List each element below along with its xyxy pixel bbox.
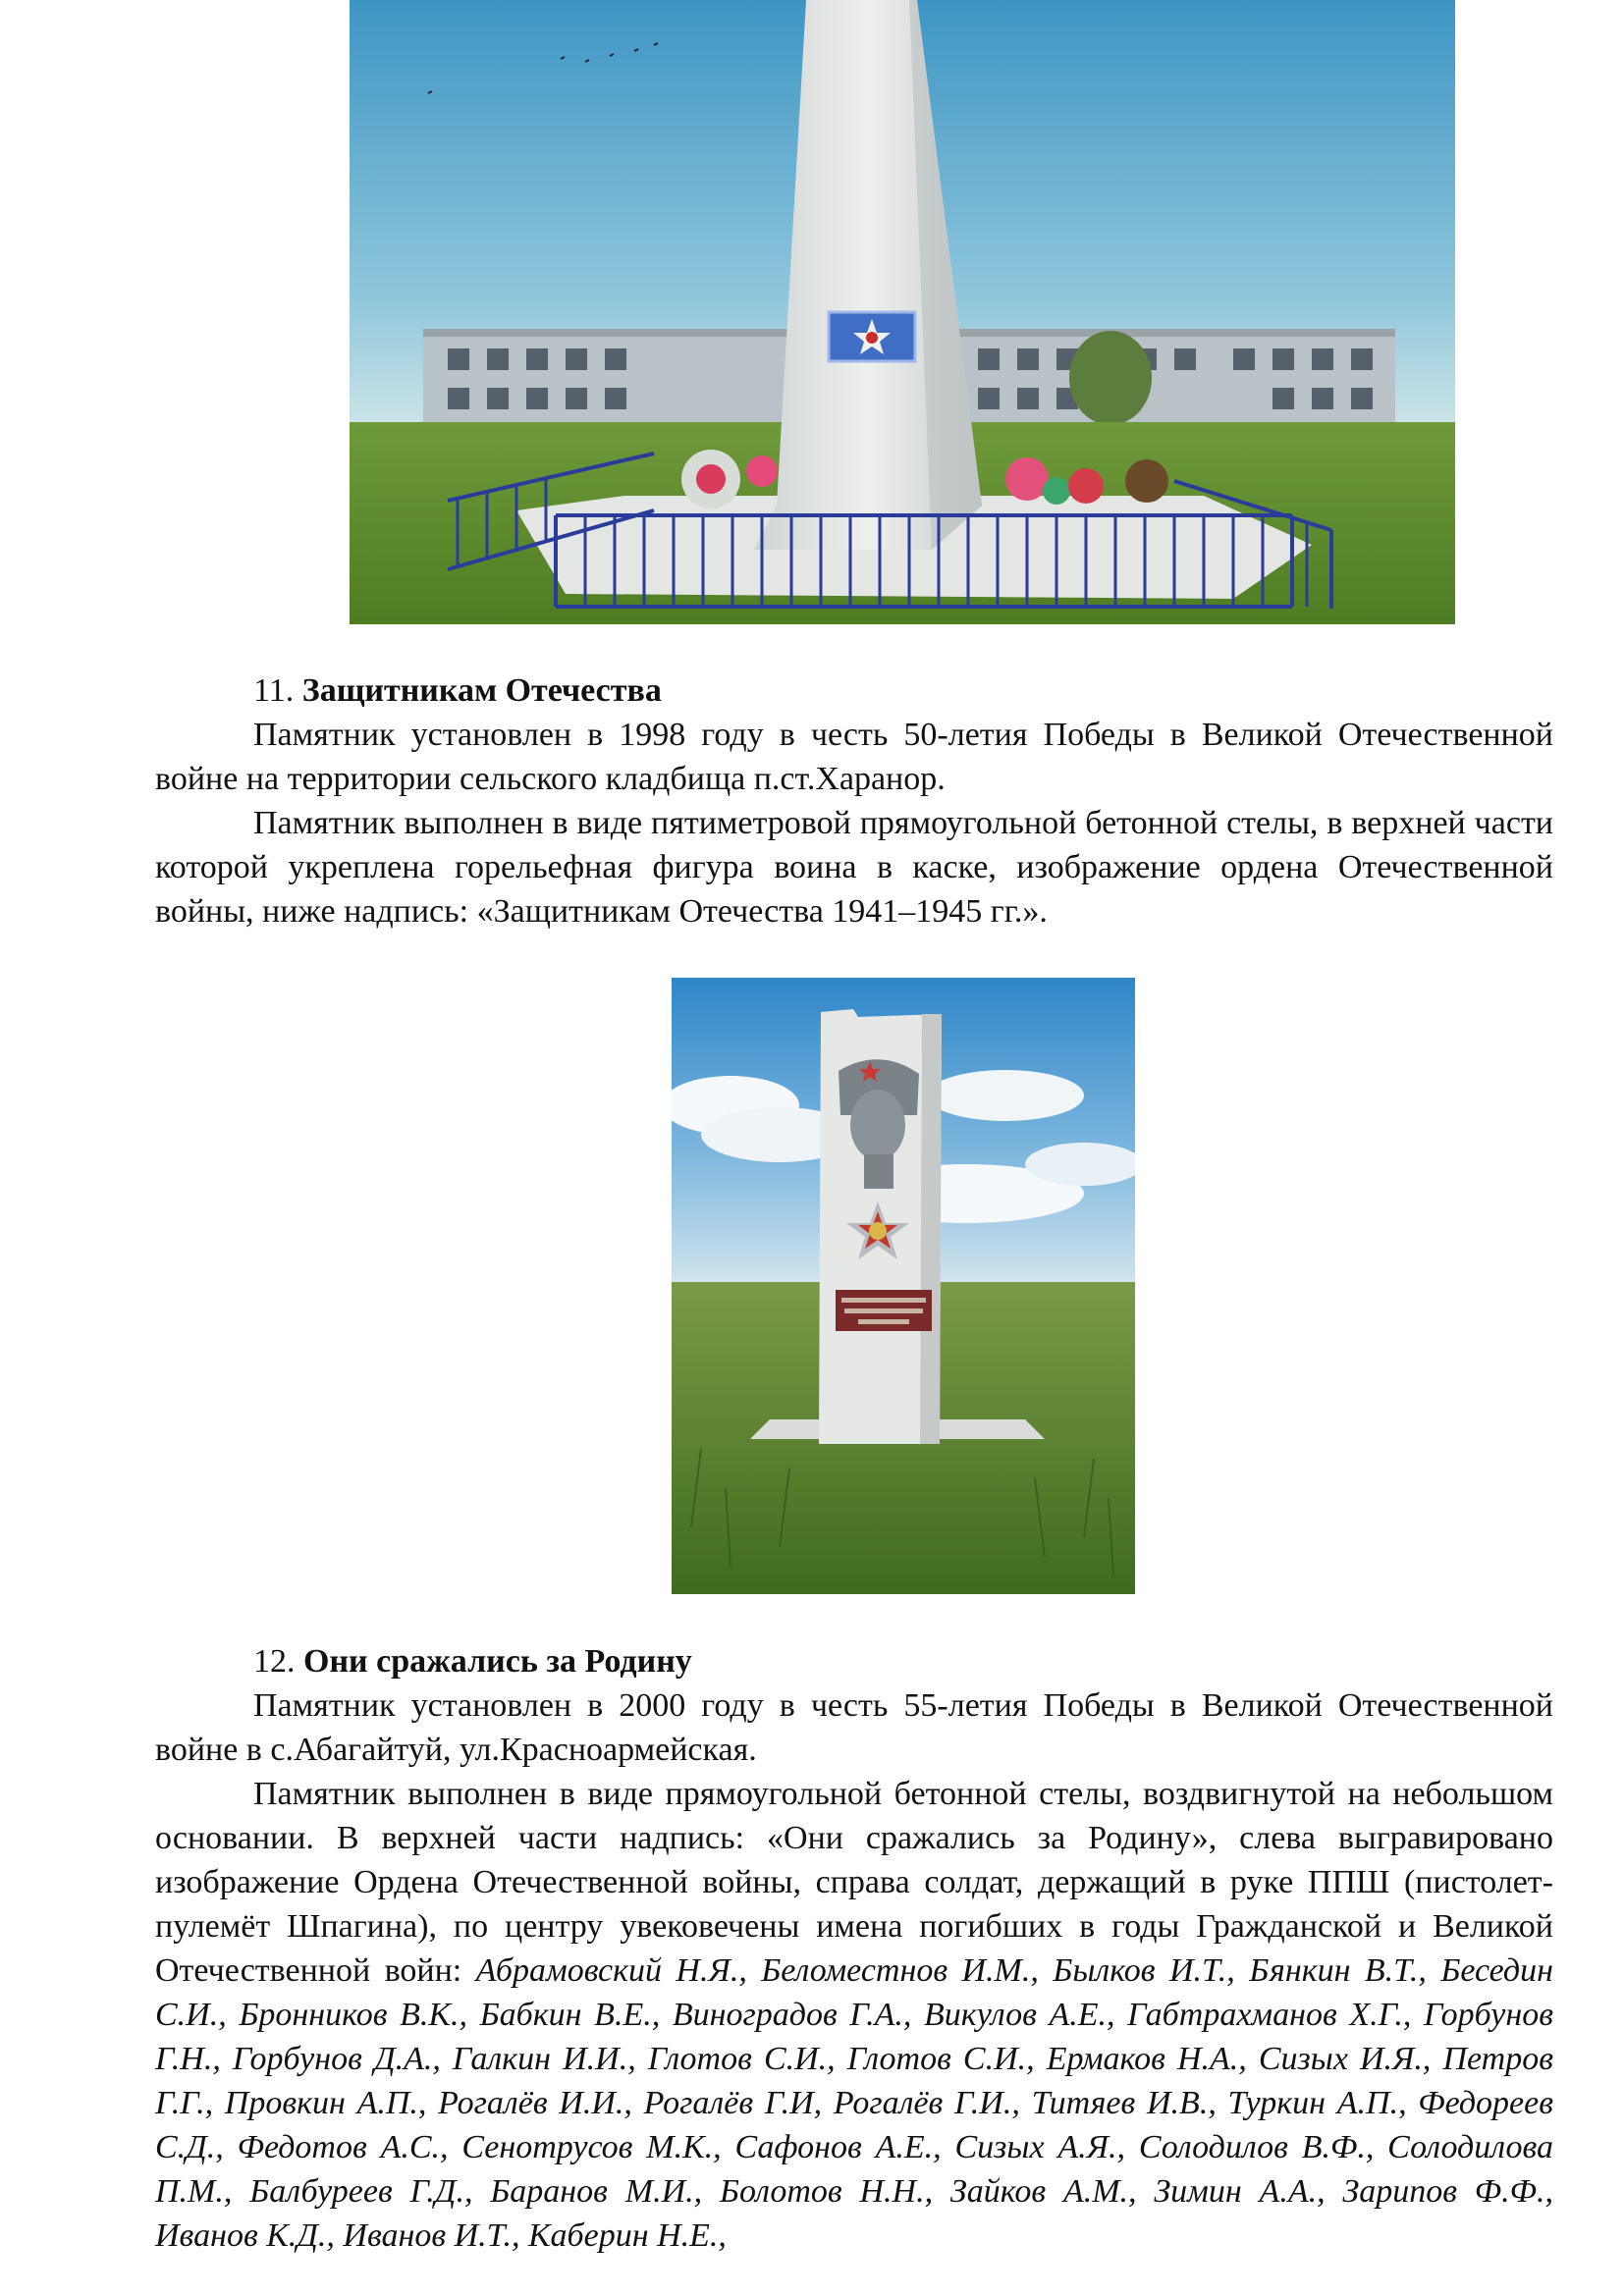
section-11-title: Защитникам Отечества	[301, 672, 662, 709]
obelisk-photo-image	[350, 0, 1455, 624]
section-11	[155, 668, 1553, 934]
stele-photo-image	[672, 978, 1135, 1594]
section-12-paragraph-2	[155, 1772, 1553, 2258]
section-12-number: 12.	[253, 1643, 296, 1680]
section-11-paragraph-1: Памятник установлен в 1998 году в честь 50-летия Победы в Великой Отечественной войне на территории сельского кладбища п.ст.Харанор.	[155, 717, 1553, 797]
section-11-paragraph-2: Памятник выполнен в виде пятиметровой прямоугольной бетонной стелы, в верхней части которой укреплена горельефная фигура воина в каске, изображение ордена Отечественной войны, ниже надпись: «Защитникам Отечества 1941–1945 гг.».	[155, 805, 1553, 930]
section-12	[155, 1639, 1553, 2258]
section-12-paragraph-2-text: Памятник выполнен в виде прямоугольной бетонной стелы, воздвигнутой на небольшом основании. В верхней части надпись: «Они сражались за Родину», слева выгравировано изображение Ордена Отечественной войны, справа солдат, держащий в руке ППШ (пистолет-пулемёт Шпагина), по центру увековечены имена погибших в годы Гражданской и Великой Отечественной войн:	[155, 1776, 1553, 1989]
monument-photo-obelisk	[350, 0, 1455, 624]
section-12-names-list: Абрамовский Н.Я., Беломестнов И.М., Былков И.Т., Бянкин В.Т., Беседин С.И., Бронников В.К., Бабкин В.Е., Виноградов Г.А., Викулов А.Е., Габтрахманов Х.Г., Горбунов Г.Н., Горбунов Д.А., Галкин И.И., Глотов С.И., Глотов С.И., Ермаков Н.А., Сизых И.Я., Петров Г.Г., Провкин А.П., Рогалёв И.И., Рогалёв Г.И, Рогалёв Г.И., Титяев И.В., Туркин А.П., Федореев С.Д., Федотов А.С., Сенотрусов М.К., Сафонов А.Е., Сизых А.Я., Солодилов В.Ф., Солодилова П.М., Балбуреев Г.Д., Баранов М.И., Болотов Н.Н., Зайков А.М., Зимин А.А., Зарипов Ф.Ф., Иванов К.Д., Иванов И.Т., Каберин Н.Е.,	[155, 1952, 1553, 2254]
section-12-heading	[155, 1639, 1553, 1683]
section-12-title: Они сражались за Родину	[303, 1643, 692, 1680]
monument-photo-stele	[672, 978, 1135, 1594]
section-11-number: 11.	[253, 672, 295, 709]
section-11-heading	[155, 668, 1553, 713]
section-12-paragraph-1: Памятник установлен в 2000 году в честь 55-летия Победы в Великой Отечественной войне в с.Абагайтуй, ул.Красноармейская.	[155, 1687, 1553, 1768]
